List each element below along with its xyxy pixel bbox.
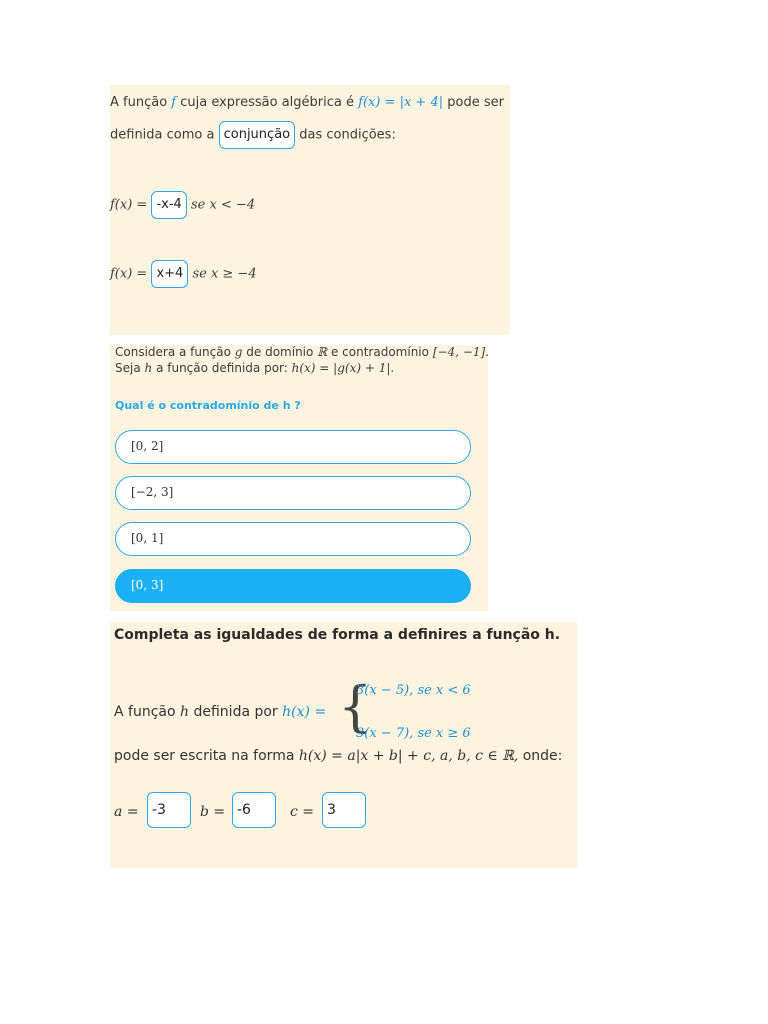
q1-case2-condition: se x ≥ −4 [192, 266, 257, 282]
q3-text: definida por [193, 704, 278, 720]
q3-a-input[interactable]: -3 [147, 792, 191, 828]
q1-fx-label: f(x) = [110, 197, 148, 213]
question-3-panel [110, 622, 577, 868]
q2-h-symbol: h [144, 361, 153, 375]
q3-hx-label: h(x) = [282, 704, 327, 720]
q1-line-1 [110, 95, 504, 110]
q2-line-1 [115, 345, 489, 359]
q3-text: pode ser escrita na forma [114, 748, 295, 764]
q1-text: das condições: [299, 127, 396, 143]
q1-case1-condition: se x < −4 [190, 197, 256, 213]
q3-text: A função [114, 704, 176, 720]
q3-b-input[interactable]: -6 [232, 792, 276, 828]
q2-text: Seja [115, 361, 141, 375]
q3-c-label: c = [290, 804, 315, 820]
q3-line-1 [114, 704, 326, 720]
q1-case1-input[interactable]: -x-4 [151, 191, 186, 219]
q3-text: onde: [522, 748, 563, 764]
q2-option-1[interactable] [115, 430, 471, 464]
question-2-panel [110, 345, 488, 611]
q2-text: e contradomínio [330, 345, 429, 359]
q1-text: definida como a [110, 127, 215, 143]
q2-option-label: [0, 3] [131, 578, 164, 592]
q1-case-1 [110, 191, 255, 219]
q2-option-label: [−2, 3] [131, 485, 174, 499]
q3-c-input[interactable]: 3 [322, 792, 366, 828]
q1-text: A função [110, 95, 168, 110]
q3-title: Completa as igualdades de forma a definires a função h. [114, 627, 561, 643]
q2-option-4-selected[interactable] [115, 569, 471, 603]
q1-case-2 [110, 260, 257, 288]
q3-a-label: a = [114, 804, 139, 820]
q2-text: Considera a função [115, 345, 231, 359]
q1-line-2 [110, 121, 396, 149]
q3-case-1: 3(x − 5), se x < 6 [356, 683, 471, 698]
q3-b-label: b = [200, 804, 226, 820]
q2-option-3[interactable] [115, 522, 471, 556]
q1-case2-input[interactable]: x+4 [151, 260, 188, 288]
q1-expression: f(x) = |x + 4| [358, 95, 444, 110]
q2-option-label: [0, 2] [131, 439, 164, 453]
q2-option-label: [0, 1] [131, 531, 164, 545]
q1-fx-label: f(x) = [110, 266, 148, 282]
q2-h-definition: h(x) = |g(x) + 1|. [291, 361, 395, 375]
q1-text: cuja expressão algébrica é [180, 95, 354, 110]
q2-text: de domínio [246, 345, 314, 359]
q1-f-symbol: f [171, 95, 177, 110]
q3-case-2: 3(x − 7), se x ≥ 6 [356, 726, 471, 741]
q2-text: a função definida por: [156, 361, 288, 375]
q2-option-2[interactable] [115, 476, 471, 510]
q2-g-symbol: g [234, 345, 243, 359]
q2-question: Qual é o contradomínio de h ? [115, 399, 301, 412]
q1-text: pode ser [447, 95, 504, 110]
q2-codomain: [−4, −1]. [432, 345, 489, 359]
question-1-panel [110, 85, 510, 335]
q1-answer-box[interactable]: conjunção [219, 121, 296, 149]
q2-line-2 [115, 361, 394, 375]
q3-form: h(x) = a|x + b| + c, a, b, c ∈ ℝ, [298, 748, 519, 764]
q3-brace: { [338, 675, 373, 738]
q2-reals-symbol: ℝ [317, 345, 328, 359]
q3-h-symbol: h [180, 704, 190, 720]
q3-line-2 [114, 748, 562, 764]
